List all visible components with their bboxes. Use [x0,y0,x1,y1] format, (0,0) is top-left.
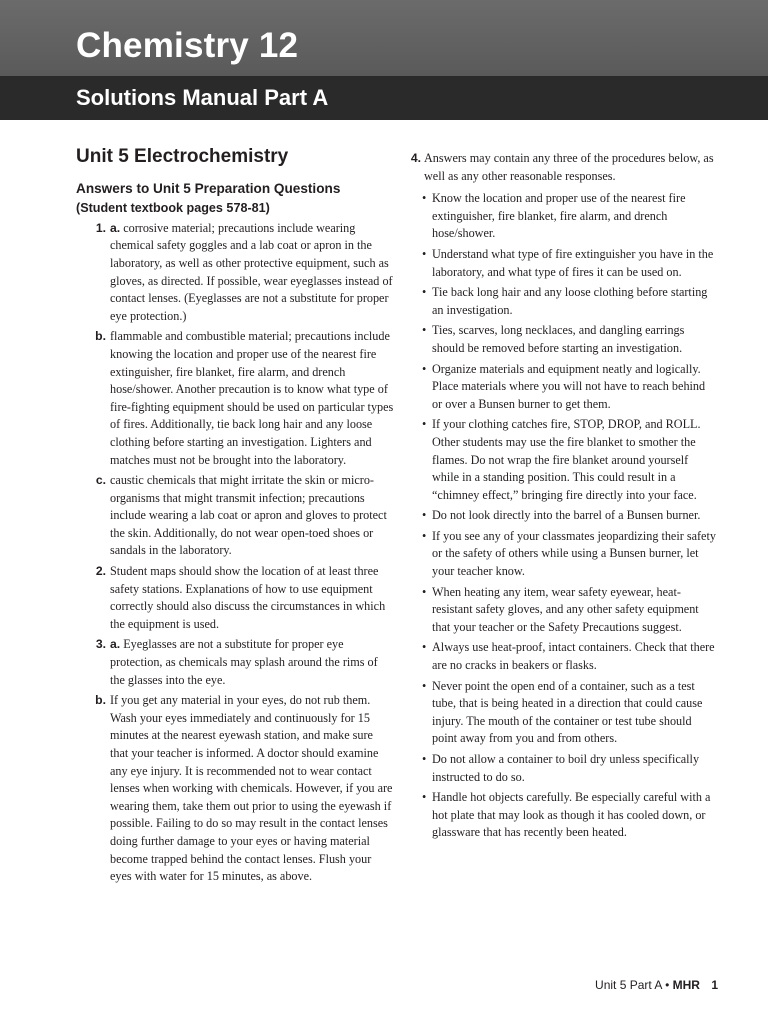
sub-label: b. [95,329,106,344]
list-item: • If your clothing catches fire, STOP, DROP, and ROLL. Other students may use the fire blanket to smother the flames. Do not wrap the fire blanket around yourself while in a standing position. This could result in a “chimney effect,” bringing fire directly into your face. [406,416,718,504]
list-item: • Know the location and proper use of the nearest fire extinguisher, fire blanket, fire alarm, and drench hose/shower. [406,190,718,243]
sub-label: b. [95,693,106,708]
page-title: Chemistry 12 [76,26,299,65]
answer-2 [76,563,394,633]
list-item: • Handle hot objects carefully. Be especially careful with a hot plate that may look as though it has cooled down, or glassware that has recently been heated. [406,789,718,842]
safety-procedures-list [406,190,718,842]
answer-text: If you get any material in your eyes, do not rub them. Wash your eyes immediately and continuously for 15 minutes at the nearest eyewash station, and make sure that your teacher is informed. A doctor should examine any eye injury. It is recommended not to wear contact lenses when working with chemicals. However, if you are wearing them, take them out prior to using the eyewash if possible. Failing to do so may result in the contact lenses doing further damage to your eyes or having material become trapped behind the contact lenses. Flush your eyes with water for 15 minutes, as above. [110,693,393,884]
sub-label: a. [110,637,121,652]
right-column [406,150,718,845]
answer-4-intro [406,150,718,185]
list-item: • When heating any item, wear safety eyewear, heat-resistant safety gloves, and any other safety equipment that your teacher or the Safety Precautions suggest. [406,584,718,637]
page-number: 1 [711,978,718,992]
textbook-pages: (Student textbook pages 578-81) [76,201,270,216]
answer-text: Student maps should show the location of at least three safety stations. Explanations of how to use equipment correctly should also discuss the circumstances in which the equipment is used. [110,564,386,631]
list-item: • Never point the open end of a container, such as a test tube, that is being heated in a direction that could cause injury. The mouth of the container or test tube should point away from you and from others. [406,678,718,748]
answer-number: 1. [95,220,106,235]
answer-text: Answers may contain any three of the procedures below, as well as any other reasonable responses. [424,151,714,183]
page-footer [560,978,718,992]
list-item: • Understand what type of fire extinguisher you have in the laboratory, and what type of fires it can be used on. [406,246,718,281]
answer-1b [76,328,394,469]
answer-number: 4. [410,151,421,165]
answer-text: corrosive material; precautions include wearing chemical safety goggles and a lab coat or apron in the laboratory, as well as other protective equipment, such as gloves, as directed. If possible, wear eyeglasses instead of contact lenses. (Eyeglasses are not a substitute for proper eye protection.) [110,220,393,323]
answer-text: Eyeglasses are not a substitute for proper eye protection, as chemicals may splash around the rims of the glasses into the eye. [110,637,378,687]
answer-number: 2. [95,564,106,579]
sub-label: a. [110,220,121,235]
answer-text: caustic chemicals that might irritate the skin or micro-organisms that might transmit infection; precautions include wearing a lab coat or apron and gloves to protect the skin. Additionally, do not wear open-toed shoes or sandals in the laboratory. [110,473,387,558]
header-title-bar [0,0,768,76]
footer-brand: MHR [672,978,700,992]
list-item: • Tie back long hair and any loose clothing before starting an investigation. [406,284,718,319]
section-title: Answers to Unit 5 Preparation Questions [76,180,341,196]
page-subtitle: Solutions Manual Part A [76,85,329,110]
answer-1c [76,472,394,560]
sub-label: c. [95,473,106,488]
unit-title: Unit 5 Electrochemistry [76,146,289,167]
answer-text: flammable and combustible material; precautions include knowing the location and proper use of the nearest fire extinguisher, fire blanket, fire alarm, and drench hose/shower. Another precaution is to know what type of fire-fighting equipment should be used on particular types of fires. Additionally, tie back long hair and any loose clothing before starting an investigation. Lighters and matches must not be brought into the laboratory. [110,329,394,467]
list-item: • Organize materials and equipment neatly and logically. Place materials where you will not have to reach behind or over a Bunsen burner to get them. [406,361,718,414]
left-column [76,148,394,889]
answer-3a [76,636,394,689]
list-item: • If you see any of your classmates jeopardizing their safety or the safety of others while using a Bunsen burner, let your teacher know. [406,528,718,581]
answer-number: 3. [95,637,106,652]
answer-1a [76,220,394,326]
footer-text: Unit 5 Part A • [595,978,670,992]
list-item: • Always use heat-proof, intact containers. Check that there are no cracks in beakers or flasks. [406,639,718,674]
header-subtitle-bar [0,76,768,120]
list-item: • Ties, scarves, long necklaces, and dangling earrings should be removed before starting an investigation. [406,322,718,357]
answer-3b [76,692,394,886]
list-item: • Do not allow a container to boil dry unless specifically instructed to do so. [406,751,718,786]
list-item: • Do not look directly into the barrel of a Bunsen burner. [406,507,718,525]
